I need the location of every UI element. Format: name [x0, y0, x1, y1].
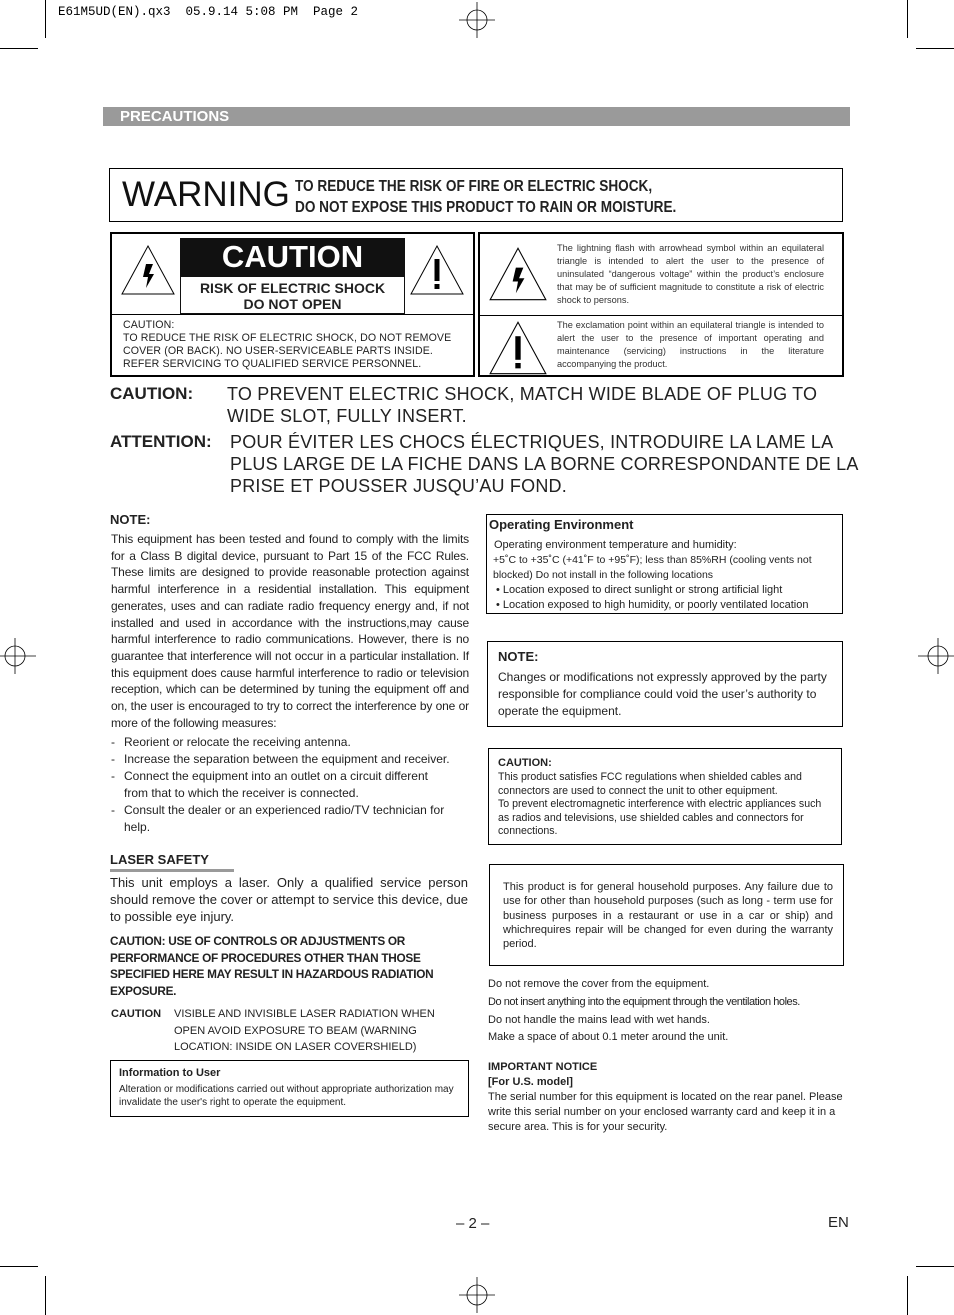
- crop-mark: [0, 48, 38, 49]
- caution-fcc-title: CAUTION:: [498, 757, 552, 769]
- risk-line-1: RISK OF ELECTRIC SHOCK: [199, 280, 386, 296]
- crop-mark: [916, 48, 954, 49]
- page-number: – 2 –: [456, 1215, 490, 1232]
- household-body: This product is for general household purposes. Any failure due to use for other than household purposes (such as long - term use for business purposes in a restaurant or use in a car or ship) and whichrequires repair will be changed for even during the warranty period.: [503, 881, 833, 951]
- information-to-user-box: [110, 1060, 469, 1117]
- caution-text-2: TO REDUCE THE RISK OF ELECTRIC SHOCK, DO NOT REMOVE: [123, 332, 452, 344]
- plug-attention-line-2: PLUS LARGE DE LA FICHE DANS LA BORNE CORRESPONDANTE DE LA: [230, 454, 859, 474]
- list-item: - Reorient or relocate the receiving antenna.: [111, 735, 351, 749]
- warning-line-1: TO REDUCE THE RISK OF FIRE OR ELECTRIC SHOCK,: [295, 178, 653, 195]
- crop-mark: [0, 1266, 38, 1267]
- exclamation-description: The exclamation point within an equilateral triangle is intended to alert the user to the presence of important operating and maintenance (servicing) instructions in the literature accompanying the product.: [557, 320, 824, 369]
- section-title: PRECAUTIONS: [120, 108, 230, 125]
- plug-attention-line-1: POUR ÉVITER LES CHOCS ÉLECTRIQUES, INTRODUIRE LA LAME LA: [230, 432, 834, 452]
- laser-safety-title: LASER SAFETY: [110, 852, 234, 872]
- household-box: [489, 864, 844, 966]
- note-changes-body: Changes or modifications not expressly approved by the party responsible for compliance could void the user’s authority to operate the equipment.: [498, 670, 827, 718]
- risk-line-2: DO NOT OPEN: [243, 296, 342, 312]
- note-changes-box: [487, 641, 843, 727]
- registration-mark-icon: [459, 1277, 495, 1313]
- warning-line-2: DO NOT EXPOSE THIS PRODUCT TO RAIN OR MOISTURE.: [295, 199, 677, 216]
- registration-mark-icon: [918, 638, 954, 674]
- note-changes-title: NOTE:: [498, 649, 539, 664]
- important-notice-model: [For U.S. model]: [488, 1076, 573, 1088]
- caution-divider: [112, 314, 473, 315]
- laser-safety-body: This unit employs a laser. Only a qualified service person should remove the cover or attempt to service this device, due to possible eye injury.: [110, 875, 468, 924]
- misc-line-1: Do not remove the cover from the equipment.: [488, 978, 710, 990]
- operating-environment-box: [486, 514, 843, 614]
- caution-fcc-body-1: This product satisfies FCC regulations when shielded cables and connectors are used to connect the unit to other equipment.: [498, 771, 802, 797]
- op-env-bullet-1: • Location exposed to direct sunlight or strong artificial light: [496, 584, 783, 596]
- laser-caution-text: VISIBLE AND INVISIBLE LASER RADIATION WHEN OPEN AVOID EXPOSURE TO BEAM (WARNING LOCATION: INSIDE ON LASER COVERSHIELD): [174, 1008, 435, 1053]
- plug-caution-line-2: WIDE SLOT, FULLY INSERT.: [227, 406, 467, 426]
- caution-title-block: [180, 238, 405, 276]
- info-user-body: Alteration or modifications carried out without appropriate authorization may invalidate the user's right to operate the equipment.: [119, 1084, 454, 1108]
- plug-caution-label: CAUTION:: [110, 384, 194, 403]
- caution-fcc-box: [488, 748, 842, 845]
- crop-mark: [916, 1266, 954, 1267]
- warning-word: WARNING: [122, 175, 290, 214]
- info-user-title: Information to User: [119, 1067, 221, 1079]
- plug-attention-line-3: PRISE ET POUSSER JUSQU’AU FOND.: [230, 476, 567, 496]
- misc-line-3: Do not handle the mains lead with wet hands.: [488, 1014, 710, 1026]
- caution-text-1: CAUTION:: [123, 319, 175, 331]
- list-item: - Consult the dealer or an experienced radio/TV technician for help.: [111, 803, 445, 834]
- op-env-bullet-2: • Location exposed to high humidity, or poorly ventilated location: [496, 599, 809, 611]
- warning-box: [109, 168, 843, 222]
- exclamation-triangle-icon: [409, 244, 465, 296]
- crop-mark: [45, 0, 46, 38]
- fcc-note-body: This equipment has been tested and found to comply with the limits for a Class B digital device, pursuant to Part 15 of the FCC Rules. These limits are designed to provide reasonable protection against harmful interference in a residential installation. This equipment generates, uses and can radiate radio frequency energy and, if not installed and used in accordance with the instructions,may cause harmful interference to radio communications. However, there is no guarantee that interference will not occur in a particular installation. If this equipment does cause harmful interference to radio or television reception, which can be determined by tuning the equipment off and on, the user is encouraged to try to correct the interference by one or more of the following measures:: [111, 532, 469, 730]
- registration-mark-icon: [0, 638, 36, 674]
- op-env-line-1: Operating environment temperature and humidity:: [494, 539, 737, 551]
- crop-mark: [907, 1276, 908, 1315]
- symbols-divider: [480, 315, 842, 316]
- caution-title: CAUTION: [221, 239, 364, 274]
- caution-fcc-body-2: To prevent electromagnetic interference with electric appliances such as radios and televisions, use shielded cables and connectors for connections.: [498, 798, 822, 837]
- file-slug: E61M5UD(EN).qx3 05.9.14 5:08 PM Page 2: [58, 5, 359, 19]
- section-bar: [103, 107, 850, 126]
- caution-text-3: COVER (OR BACK). NO USER-SERVICEABLE PARTS INSIDE.: [123, 345, 433, 357]
- op-env-title: Operating Environment: [489, 517, 634, 532]
- registration-mark-icon: [459, 2, 495, 38]
- exclamation-triangle-icon: [488, 320, 548, 376]
- note-title: NOTE:: [110, 512, 151, 527]
- caution-text-4: REFER SERVICING TO QUALIFIED SERVICE PERSONNEL.: [123, 358, 422, 370]
- language-code: EN: [828, 1214, 849, 1231]
- lightning-triangle-icon: [120, 244, 176, 296]
- caution-label-box: [110, 232, 475, 377]
- lightning-description: The lightning flash with arrowhead symbol within an equilateral triangle is intended to alert the user to the presence of uninsulated “dangerous voltage” within the product’s enclosure that may be of sufficient magnitude to constitute a risk of electric shock to persons.: [557, 243, 824, 305]
- laser-caution-word: CAUTION: [111, 1008, 162, 1020]
- op-env-line-2: +5˚C to +35˚C (+41˚F to +95˚F); less than 85%RH (cooling vents not blocked) Do not install in the following locations: [493, 554, 812, 581]
- important-notice-title: IMPORTANT NOTICE: [488, 1061, 598, 1073]
- risk-box: [180, 276, 405, 314]
- plug-attention-label: ATTENTION:: [110, 432, 212, 451]
- crop-mark: [45, 1276, 46, 1315]
- caution-label-text: [123, 319, 451, 371]
- important-notice-body: The serial number for this equipment is located on the rear panel. Please write this serial number on your enclosed warranty card and keep it in a secure area. This is for your security.: [488, 1091, 843, 1133]
- list-item: - Increase the separation between the equipment and receiver.: [111, 752, 450, 766]
- misc-line-4: Make a space of about 0.1 meter around the unit.: [488, 1031, 729, 1043]
- list-item: - Connect the equipment into an outlet on a circuit different from that to which the receiver is connected.: [111, 769, 428, 800]
- plug-caution-line-1: TO PREVENT ELECTRIC SHOCK, MATCH WIDE BLADE OF PLUG TO: [227, 384, 818, 404]
- laser-caution-bold: CAUTION: USE OF CONTROLS OR ADJUSTMENTS OR PERFORMANCE OF PROCEDURES OTHER THAN THOSE SPECIFIED HERE MAY RESULT IN HAZARDOUS RADIATION EXPOSURE.: [110, 934, 434, 998]
- interference-measures: [111, 734, 469, 836]
- misc-line-2: Do not insert anything into the equipment through the ventilation holes.: [488, 996, 800, 1008]
- crop-mark: [907, 0, 908, 38]
- lightning-triangle-icon: [488, 246, 548, 302]
- symbols-box: [478, 232, 844, 377]
